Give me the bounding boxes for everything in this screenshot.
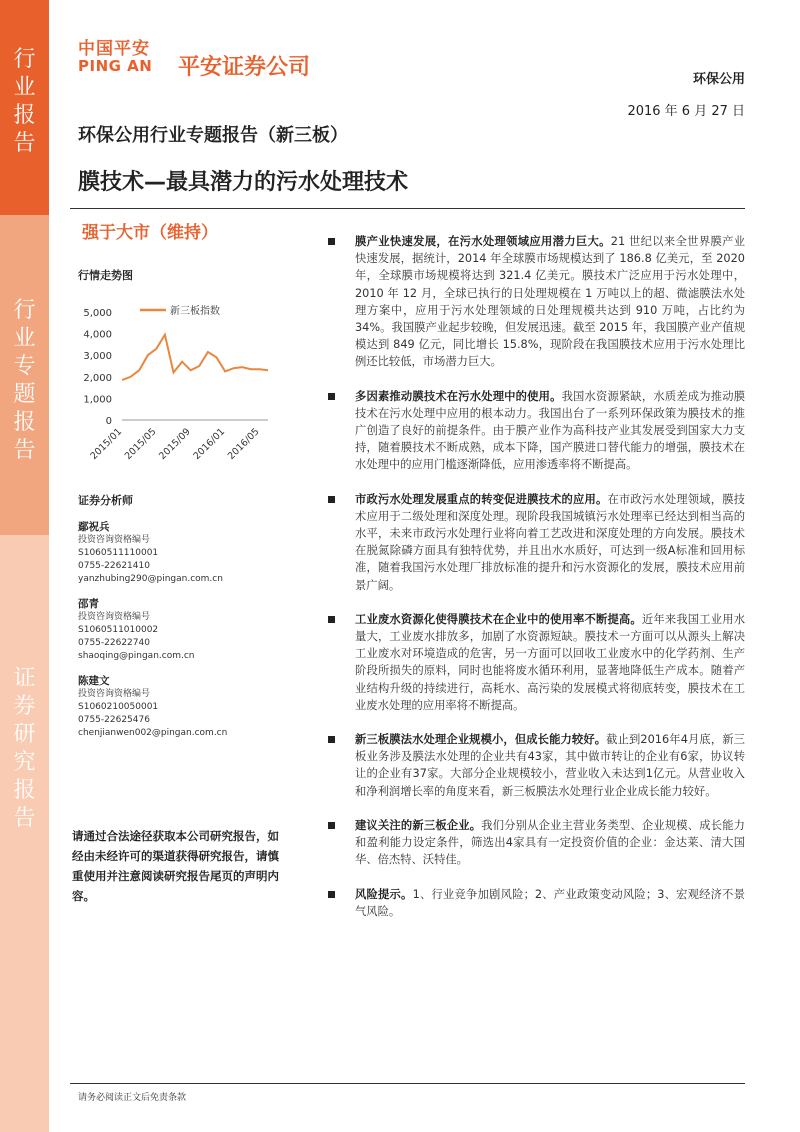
square-bullet-icon bbox=[328, 238, 335, 245]
x-tick-label: 2015/09 bbox=[157, 426, 193, 463]
strip-label-research: 证券研究报告 bbox=[13, 666, 36, 831]
analyst-code: S1060511110001 bbox=[78, 548, 159, 558]
key-point-lead: 风险提示。 bbox=[355, 887, 413, 901]
key-point-body: 我们分别从企业主营业务类型、企业规模、成长能力和盈利能力设定条件，筛选出4家具有一定投资价值的企业：金达莱、清大国华、倍杰特、沃特佳。 bbox=[355, 818, 745, 867]
analyst-phone: 0755-22621410 bbox=[78, 561, 150, 571]
key-point-body: 近年来我国工业用水量大，工业废水排放多，加剧了水资源短缺。膜技术一方面可以从源头上解决工业废水对环境造成的危害，另一方面可以回收工业废水中的化学药剂、生产阶段所损失的原料，同时也能将废水循环利用，显著地降低生产成本。随着产业结构升级的持续进行，高耗水、高污染的发展模式将彻底转变，膜技术在工业废水处理的应用率将不断提高。 bbox=[355, 612, 745, 712]
y-tick-label: 3,000 bbox=[83, 351, 112, 363]
series-line-xinsanban-index bbox=[122, 335, 268, 380]
key-point-body: 21 世纪以来全世界膜产业快速发展，据统计，2014 年全球膜市场规模达到了 186.8 亿美元，至 2020 年，全球膜市场规模将达到 321.4 亿美元。膜技术广泛应用于污水处理中，2010 年 12 月，全球已执行的日处理规模在 1 万吨以上的超、微滤膜法水处理方案中，应用于污水处理领域的日处理规模共达到 910 万吨，占比约为 34%。我国膜产业起步较晚，但发展迅速。截至 2015 年，我国膜产业产值规模达到 849 亿元，同比增长 15.8%，现阶段在我国膜技术应用于污水处理比例还比较低，市场潜力巨大。 bbox=[355, 235, 745, 369]
x-tick-label: 2015/01 bbox=[88, 426, 125, 463]
key-point bbox=[325, 817, 745, 869]
strip-label-topic: 行业专题报告 bbox=[13, 298, 36, 463]
analyst-email[interactable]: yanzhubing290@pingan.com.cn bbox=[78, 574, 223, 584]
analyst-list bbox=[78, 520, 278, 751]
key-point bbox=[325, 388, 745, 474]
analyst-qualification: 投资咨询资格编号 bbox=[78, 612, 151, 622]
header-divider bbox=[70, 208, 745, 209]
logo-chinese-text: 中国平安 bbox=[78, 39, 150, 59]
rating-label: 强于大市（维持） bbox=[82, 223, 218, 243]
section-strip-top bbox=[0, 0, 49, 215]
analyst-phone: 0755-22622740 bbox=[78, 638, 150, 648]
company-name: 平安证券公司 bbox=[178, 55, 311, 80]
key-point bbox=[325, 233, 745, 371]
square-bullet-icon bbox=[328, 496, 335, 503]
key-point-lead: 市政污水处理发展重点的转变促进膜技术的应用。 bbox=[355, 492, 608, 506]
analyst-qualification: 投资咨询资格编号 bbox=[78, 535, 151, 545]
analyst-heading: 证券分析师 bbox=[78, 494, 133, 507]
x-tick-label: 2015/05 bbox=[122, 426, 159, 463]
key-point bbox=[325, 731, 745, 800]
analyst-qualification: 投资咨询资格编号 bbox=[78, 689, 151, 699]
analyst-email[interactable]: shaoqing@pingan.com.cn bbox=[78, 651, 195, 661]
key-point-lead: 多因素推动膜技术在污水处理中的使用。 bbox=[355, 389, 562, 403]
key-point-lead: 建议关注的新三板企业。 bbox=[355, 818, 482, 832]
pingan-logo bbox=[78, 40, 152, 74]
key-point bbox=[325, 886, 745, 920]
key-point-body: 截止到2016年4月底，新三板业务涉及膜法水处理的企业共有43家，其中做市转让的企业有6家，协议转让的企业有37家。大部分企业规模较小，营业收入未达到1亿元。从营业收入和净利润增长率的角度来看，新三板膜法水处理行业企业成长能力较好。 bbox=[355, 733, 745, 798]
x-tick-label: 2016/01 bbox=[191, 426, 228, 463]
analyst-code: S1060511010002 bbox=[78, 625, 159, 635]
report-date: 2016 年 6 月 27 日 bbox=[627, 104, 745, 119]
analyst-phone: 0755-22625476 bbox=[78, 715, 150, 725]
sector-label: 环保公用 bbox=[692, 72, 745, 87]
y-tick-label: 2,000 bbox=[83, 372, 112, 384]
section-strip-middle bbox=[0, 215, 49, 535]
analyst-code: S1060210050001 bbox=[78, 702, 159, 712]
analyst-card bbox=[78, 674, 278, 740]
trend-chart-label: 行情走势图 bbox=[78, 269, 133, 282]
y-tick-label: 0 bbox=[105, 416, 112, 427]
square-bullet-icon bbox=[328, 891, 335, 898]
key-point-body: 我国水资源紧缺，水质差成为推动膜技术在污水处理中应用的根本动力。我国出台了一系列环保政策为膜技术的推广创造了良好的前提条件。由于膜产业作为高科技产业其发展受到国家大力支持，随着膜技术不断成熟，成本下降，国产膜进口替代能力的增强，膜技术在水处理中的应用门槛逐渐降低，应用渗透率将不断提高。 bbox=[355, 389, 745, 472]
legend-label: 新三板指数 bbox=[170, 306, 220, 317]
key-point-lead: 膜产业快速发展，在污水处理领域应用潜力巨大。 bbox=[355, 235, 611, 248]
legal-notice: 请通过合法途径获取本公司研究报告，如经由未经许可的渠道获得研究报告，请慎重使用并注意阅读研究报告尾页的声明内容。 bbox=[72, 829, 279, 903]
footer-divider bbox=[70, 1083, 745, 1084]
analyst-name: 鄢祝兵 bbox=[78, 521, 110, 533]
analyst-card bbox=[78, 520, 278, 586]
key-point-lead: 新三板膜法水处理企业规模小，但成长能力较好。 bbox=[355, 733, 607, 747]
analyst-name: 陈建文 bbox=[78, 675, 110, 687]
square-bullet-icon bbox=[328, 822, 335, 829]
section-strip-bottom bbox=[0, 535, 49, 1132]
y-tick-label: 4,000 bbox=[83, 329, 112, 341]
footer-disclaimer: 请务必阅读正文后免责条款 bbox=[78, 1093, 187, 1103]
analyst-name: 邵青 bbox=[78, 598, 99, 610]
key-point-body: 1、行业竞争加剧风险；2、产业政策变动风险；3、宏观经济不景气风险。 bbox=[355, 887, 745, 918]
analyst-email[interactable]: chenjianwen002@pingan.com.cn bbox=[78, 728, 228, 738]
key-point-lead: 工业废水资源化使得膜技术在企业中的使用率不断提高。 bbox=[355, 612, 642, 626]
index-trend-chart bbox=[70, 290, 275, 480]
key-points-list bbox=[325, 233, 745, 937]
strip-label-report: 行业报告 bbox=[13, 47, 36, 156]
y-tick-label: 5,000 bbox=[83, 308, 112, 319]
y-tick-label: 1,000 bbox=[83, 394, 112, 406]
key-point-body: 在市政污水处理领域，膜技术应用于二级处理和深度处理。现阶段我国城镇污水处理率已经达到相当高的水平，未来市政污水处理行业将向着工艺改进和深度处理的方向发展。膜技术在脱氮除磷方面具有独特优势，并且出水水质好，可达到一级A标准和回用标准，随着我国污水处理厂排放标准的提升和污水资源化的发展，膜技术应用前景广阔。 bbox=[355, 492, 745, 592]
x-tick-label: 2016/05 bbox=[225, 426, 262, 463]
report-subtitle: 膜技术—最具潜力的污水处理技术 bbox=[78, 170, 409, 195]
key-point bbox=[325, 491, 745, 594]
report-title: 环保公用行业专题报告（新三板） bbox=[78, 125, 348, 146]
key-point bbox=[325, 611, 745, 714]
logo-english-text: PING AN bbox=[78, 57, 153, 75]
square-bullet-icon bbox=[328, 616, 335, 623]
square-bullet-icon bbox=[328, 393, 335, 400]
analyst-card bbox=[78, 597, 278, 663]
square-bullet-icon bbox=[328, 736, 335, 743]
